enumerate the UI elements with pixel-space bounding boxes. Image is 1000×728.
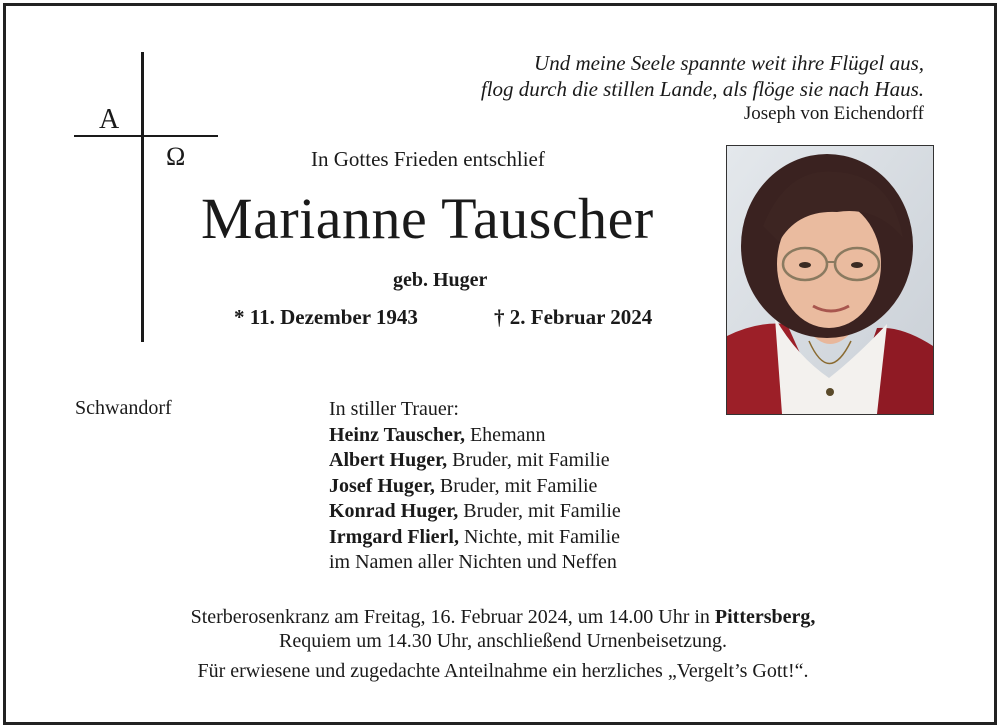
intro-text: In Gottes Frieden entschlief [311,147,545,171]
mourner-name: Albert Huger, [329,449,448,471]
mourner-name: Heinz Tauscher, [329,423,465,446]
birth-date: * 11. Dezember 1943 [234,305,418,329]
omega-symbol: Ω [166,142,186,171]
service-info-line-2: Requiem um 14.30 Uhr, anschließend Urnenbeisetzung. [279,630,727,652]
mourner-entry [329,474,621,500]
portrait-photo [726,145,934,415]
mourner-relation: Bruder, mit Familie [434,474,598,497]
mourners-closing: im Namen aller Nichten und Neffen [329,551,617,573]
mourner-relation: Bruder, mit Familie [447,449,610,471]
mourner-entry [329,499,621,525]
alpha-symbol: A [99,104,120,135]
mourner-entry [329,525,621,551]
service-info-text: Sterberosenkranz am Freitag, 16. Februar 2024, um 14.00 Uhr in [190,606,715,628]
mourner-name: Josef Huger, [329,474,435,497]
mourner-relation: Ehemann [464,423,546,446]
mourners-list [329,397,621,576]
thanks-line: Für erwiesene und zugedachte Anteilnahme ein herzliches „Vergelt’s Gott!“. [197,660,809,682]
cross-vertical-bar [141,52,144,342]
death-date: † 2. Februar 2024 [494,305,653,329]
obituary-notice [3,3,997,725]
quote-line-1: Und meine Seele spannte weit ihre Flügel aus, [534,51,924,75]
mourner-relation: Nichte, mit Familie [458,525,621,548]
quote [481,50,924,102]
quote-author: Joseph von Eichendorff [743,103,924,124]
mourner-name: Irmgard Flierl, [329,525,459,548]
mourner-entry [329,423,621,449]
portrait-illustration [727,146,933,414]
service-place: Pittersberg, [714,606,816,628]
town: Schwandorf [75,397,172,419]
deceased-name: Marianne Tauscher [201,186,654,251]
maiden-name: geb. Huger [393,269,488,291]
mourner-entry [329,448,621,474]
quote-line-2: flog durch die stillen Lande, als flöge sie nach Haus. [480,77,924,101]
mourners-heading: In stiller Trauer: [329,398,459,420]
cross-horizontal-bar [74,135,218,137]
service-info-line-1 [6,605,1000,629]
mourner-name: Konrad Huger, [329,500,459,522]
mourner-relation: Bruder, mit Familie [458,500,621,522]
